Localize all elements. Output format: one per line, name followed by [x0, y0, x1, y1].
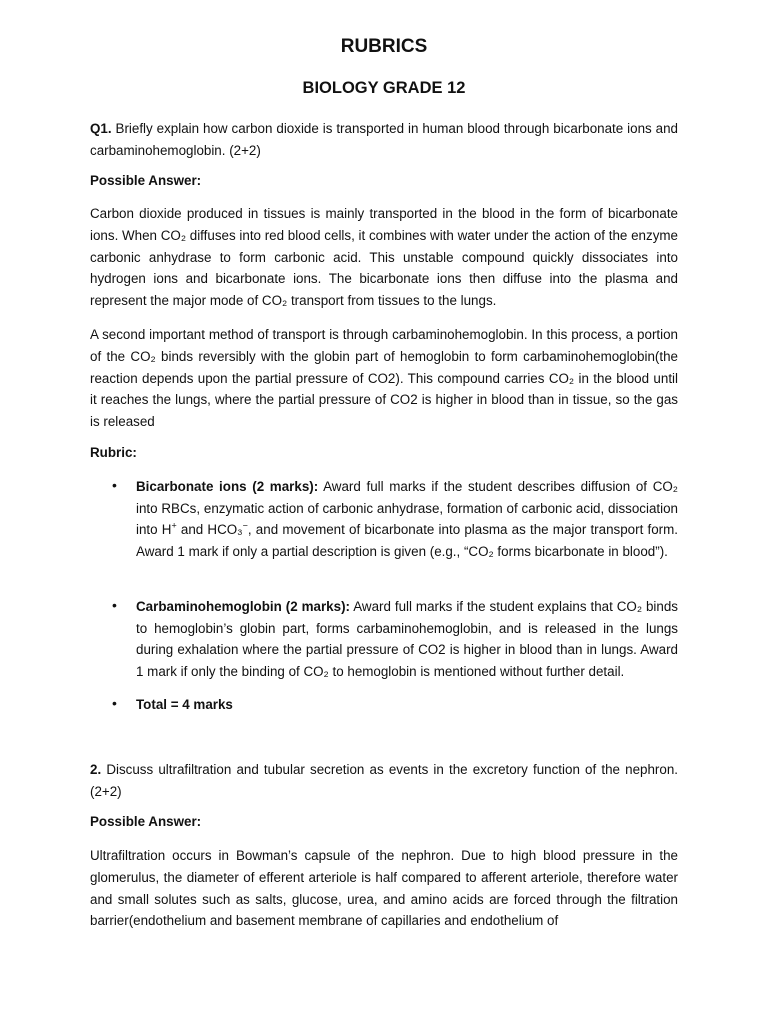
possible-answer-label-1: Possible Answer: — [90, 173, 202, 188]
question-1-label: Q1. — [90, 121, 112, 136]
question-1 — [90, 118, 678, 162]
page-subtitle: BIOLOGY GRADE 12 — [302, 79, 466, 97]
rubric-item-heading: Carbaminohemoglobin (2 marks): — [136, 599, 350, 614]
page-title: RUBRICS — [340, 36, 428, 57]
rubric-item-heading: Bicarbonate ions (2 marks): — [136, 479, 319, 494]
question-1-text: Briefly explain how carbon dioxide is transported in human blood through bicarbonate ions and carbaminohemoglobin. (2+2) — [90, 121, 678, 158]
rubric-item-total: Total = 4 marks — [136, 697, 233, 712]
answer-1-paragraph-2: A second important method of transport is through carbaminohemoglobin. In this process, a portion of the CO₂ binds reversibly with the globin part of hemoglobin to form carbaminohemoglobin(the reaction depends upon the partial pressure of CO2). This compound carries CO₂ in the blood until it reaches the lungs, where the partial pressure of CO2 is higher in blood than in tissue, so the gas is released — [90, 327, 678, 430]
bullet-icon: • — [112, 695, 117, 711]
rubric-item-carbaminohemoglobin: Carbaminohemoglobin (2 marks): Award full marks if the student explains that CO₂ binds to hemoglobin’s globin part, forms carbaminohemoglobin, and is released in the lungs during exhalation where the partial pressure of CO2 is higher in blood than in lungs. Award 1 mark if only the binding of CO₂ to hemoglobin is mentioned without further detail. — [136, 599, 678, 679]
possible-answer-label-2: Possible Answer: — [90, 814, 202, 829]
answer-2-paragraph-1: Ultrafiltration occurs in Bowman’s capsule of the nephron. Due to high blood pressure in the glomerulus, the diameter of efferent arteriole is half compared to afferent arteriole, therefore water and small solutes such as salts, glucose, urea, and amino acids are forced through the filtration barrier(endothelium and basement membrane of capillaries and endothelium of — [90, 848, 678, 929]
bullet-icon: • — [112, 477, 117, 493]
answer-1-paragraph-1: Carbon dioxide produced in tissues is mainly transported in the blood in the form of bicarbonate ions. When CO₂ diffuses into red blood cells, it combines with water under the action of the enzyme carbonic anhydrase to form carbonic acid. This unstable compound quickly dissociates into hydrogen ions and bicarbonate ions. The bicarbonate ions then diffuse into the plasma and represent the major mode of CO₂ transport from tissues to the lungs. — [90, 206, 678, 309]
rubric-item-bicarbonate: Bicarbonate ions (2 marks): Award full marks if the student describes diffusion of CO₂ into RBCs, enzymatic action of carbonic anhydrase, formation of carbonic acid, dissociation into H+ and HCO₃−, and movement of bicarbonate into plasma as the major transport form. Award 1 mark if only a partial description is given (e.g., “CO₂ forms bicarbonate in blood”). — [136, 479, 678, 559]
rubric-label: Rubric: — [90, 445, 137, 460]
question-2 — [90, 759, 678, 803]
question-2-label: 2. — [90, 762, 102, 777]
question-2-text: Discuss ultrafiltration and tubular secretion as events in the excretory function of the nephron. (2+2) — [90, 762, 678, 799]
bullet-icon: • — [112, 597, 117, 613]
